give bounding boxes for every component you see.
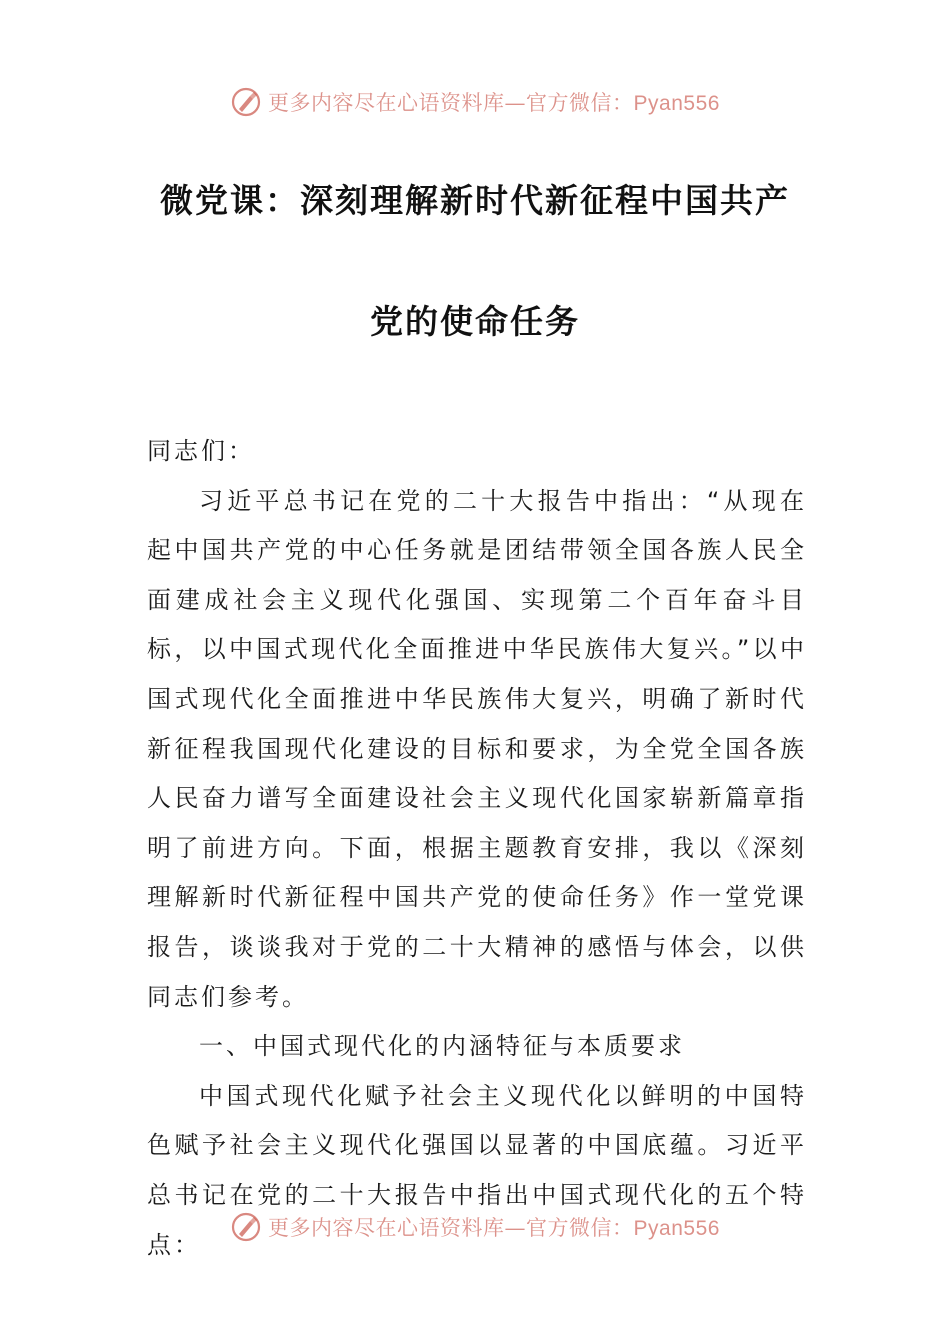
pen-logo-icon xyxy=(230,86,262,118)
section-heading-1: 一、中国式现代化的内涵特征与本质要求 xyxy=(199,1032,685,1061)
document-title-line-2: 党的使命任务 xyxy=(370,302,580,341)
document-body xyxy=(147,427,807,1270)
header-watermark-banner xyxy=(0,86,950,118)
footer-watermark-text: 更多内容尽在心语资料库—官方微信：Pyan556 xyxy=(268,1216,720,1240)
document-title-line-1: 微党课：深刻理解新时代新征程中国共产 xyxy=(160,181,790,220)
footer-watermark-banner xyxy=(0,1211,950,1243)
paragraph-intro: 习近平总书记在党的二十大报告中指出：“从现在起中国共产党的中心任务就是团结带领全国各族人民全面建成社会主义现代化强国、实现第二个百年奋斗目标，以中国式现代化全面推进中华民族伟大复兴。”以中国式现代化全面推进中华民族伟大复兴，明确了新时代新征程我国现代化建设的目标和要求，为全党全国各族人民奋力谱写全面建设社会主义现代化国家崭新篇章指明了前进方向。下面，根据主题教育安排，我以《深刻理解新时代新征程中国共产党的使命任务》作一堂党课报告，谈谈我对于党的二十大精神的感悟与体会，以供同志们参考。 xyxy=(147,486,807,1011)
salutation: 同志们： xyxy=(147,437,255,465)
header-watermark-text: 更多内容尽在心语资料库—官方微信：Pyan556 xyxy=(268,91,720,115)
pen-logo-icon xyxy=(230,1211,262,1243)
paragraph-section-1: 中国式现代化赋予社会主义现代化以鲜明的中国特色赋予社会主义现代化强国以显著的中国底蕴。习近平总书记在党的二十大报告中指出中国式现代化的五个特点： xyxy=(147,1081,807,1259)
